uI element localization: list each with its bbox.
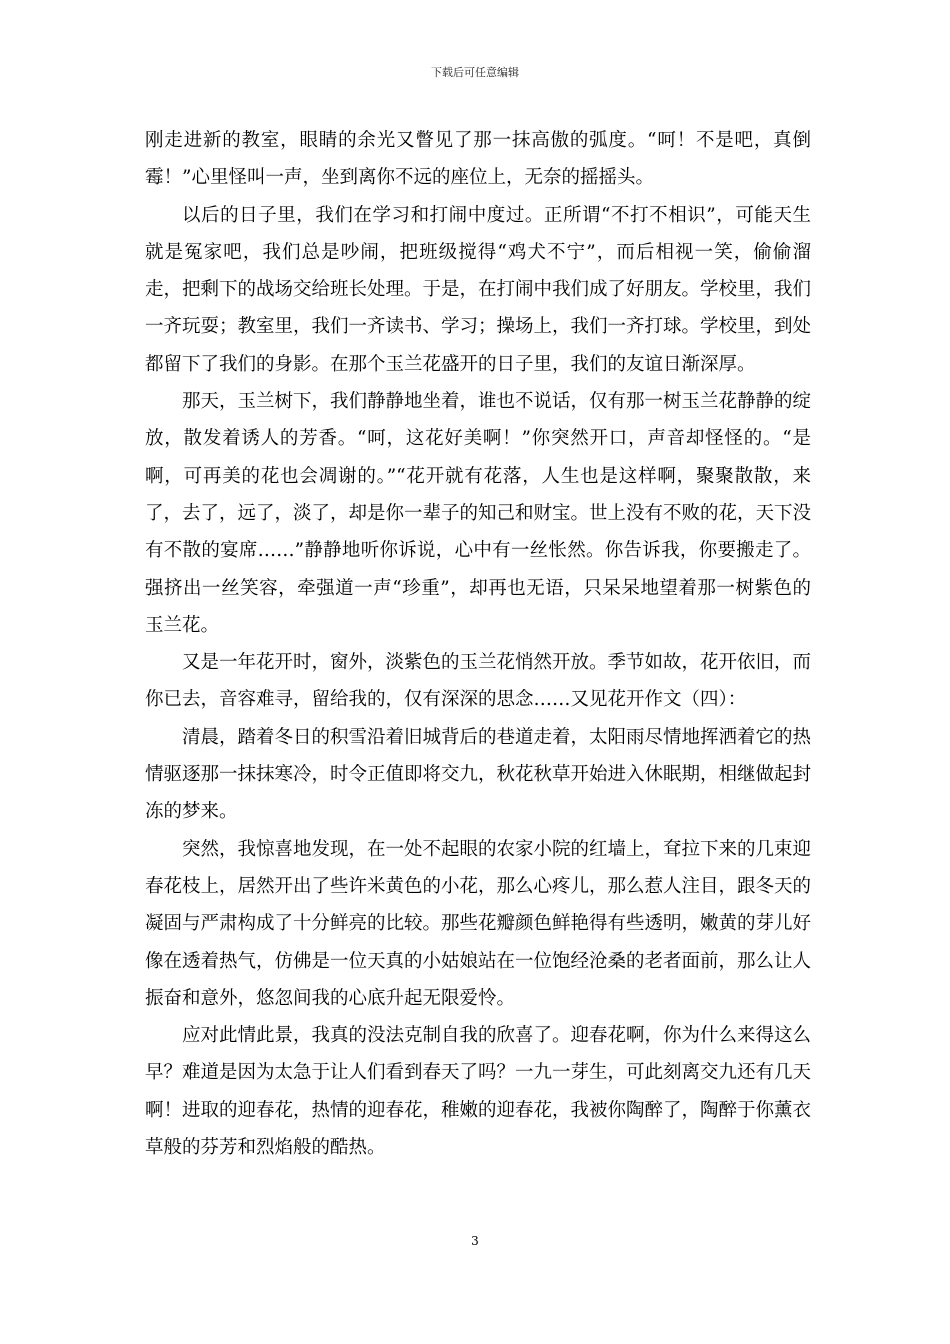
page-header: 下载后可任意编辑 — [431, 66, 519, 79]
paragraph: 刚走进新的教室，眼睛的余光又瞥见了那一抹高傲的弧度。“呵！不是吧，真倒霉！”心里怪叫一声，坐到离你不远的座位上，无奈的摇摇头。 — [145, 130, 811, 189]
paragraph: 清晨，踏着冬日的积雪沿着旧城背后的巷道走着，太阳雨尽情地挥洒着它的热情驱逐那一抹抹寒冷，时令正值即将交九，秋花秋草开始进入休眠期，相继做起封冻的梦来。 — [145, 726, 812, 823]
body-text — [145, 122, 811, 1166]
paragraph: 突然，我惊喜地发现，在一处不起眼的农家小院的红墙上，耷拉下来的几束迎春花枝上，居然开出了些许米黄色的小花，那么心疼儿，那么惹人注目，跟冬天的凝固与严肃构成了十分鲜亮的比较。那些花瓣颜色鲜艳得有些透明，嫩黄的芽儿好像在透着热气，仿佛是一位天真的小姑娘站在一位饱经沧桑的老者面前，那么让人振奋和意外，悠忽间我的心底升起无限爱怜。 — [145, 838, 812, 1009]
paragraph: 应对此情此景，我真的没法克制自我的欣喜了。迎春花啊，你为什么来得这么早？难道是因为太急于让人们看到春天了吗？一九一芽生，可此刻离交九还有几天啊！进取的迎春花，热情的迎春花，稚嫩的迎春花，我被你陶醉了，陶醉于你薰衣草般的芬芳和烈焰般的酷热。 — [145, 1025, 812, 1159]
paragraph: 又是一年花开时，窗外，淡紫色的玉兰花悄然开放。季节如故，花开依旧，而你已去，音容难寻，留给我的，仅有深深的思念……又见花开作文（四）： — [145, 652, 812, 711]
paragraph: 以后的日子里，我们在学习和打闹中度过。正所谓“不打不相识”，可能天生就是冤家吧，我们总是吵闹，把班级搅得“鸡犬不宁”，而后相视一笑，偷偷溜走，把剩下的战场交给班长处理。于是，在打闹中我们成了好朋友。学校里，我们一齐玩耍；教室里，我们一齐读书、学习；操场上，我们一齐打球。学校里，到处都留下了我们的身影。在那个玉兰花盛开的日子里，我们的友谊日渐深厚。 — [145, 204, 812, 375]
page-number: 3 — [471, 1234, 479, 1248]
paragraph: 那天，玉兰树下，我们静静地坐着，谁也不说话，仅有那一树玉兰花静静的绽放，散发着诱人的芳香。“呵，这花好美啊！”你突然开口，声音却怪怪的。“是啊，可再美的花也会凋谢的。”“花开就有花落，人生也是这样啊，聚聚散散，来了，去了，远了，淡了，却是你一辈子的知己和财宝。世上没有不败的花，天下没有不散的宴席……”静静地听你诉说，心中有一丝怅然。你告诉我，你要搬走了。强挤出一丝笑容，牵强道一声“珍重”，却再也无语，只呆呆地望着那一树紫色的玉兰花。 — [145, 391, 812, 636]
